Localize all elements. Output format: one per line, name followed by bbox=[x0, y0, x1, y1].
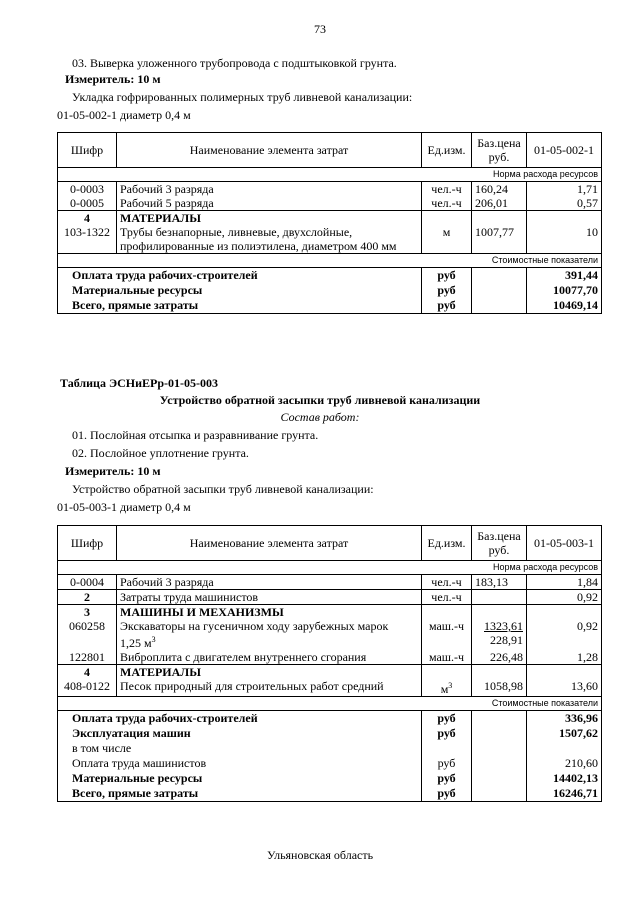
footer-region: Ульяновская область bbox=[266, 848, 374, 862]
table-row: 103-1322 Трубы безнапорные, ливневые, двухслойные, профилированные из полиэтилена, диаметром 400 мм м 1007,77 10 bbox=[58, 225, 602, 254]
resource-table-2 bbox=[57, 525, 602, 802]
total-row: Эксплуатация машин руб 1507,62 bbox=[58, 726, 602, 741]
total-row: в том числе bbox=[58, 741, 602, 756]
header-unit: Ед.изм. bbox=[422, 526, 472, 561]
group-row: 4 МАТЕРИАЛЫ bbox=[58, 665, 602, 680]
table-row: 122801 Виброплита с двигателем внутреннего сгорания маш.-ч 226,48 1,28 bbox=[58, 650, 602, 665]
cost-label: Стоимостные показатели bbox=[58, 697, 602, 711]
code-line: 01-05-002-1 диаметр 0,4 м bbox=[57, 108, 191, 122]
total-row: Оплата труда рабочих-строителей руб 336,96 bbox=[58, 711, 602, 727]
page-number: 73 bbox=[314, 22, 326, 36]
group-row: 3 МАШИНЫ И МЕХАНИЗМЫ bbox=[58, 605, 602, 620]
work-item: 01. Послойная отсыпка и разравнивание грунта. bbox=[72, 428, 319, 442]
header-name: Наименование элемента затрат bbox=[117, 526, 422, 561]
header-norm-code: 01-05-003-1 bbox=[527, 526, 602, 561]
section-heading: Устройство обратной засыпки труб ливневой канализации bbox=[159, 393, 481, 407]
total-row: Материальные ресурсы руб 10077,70 bbox=[58, 283, 602, 298]
header-norm-code: 01-05-002-1 bbox=[527, 133, 602, 168]
cost-label: Стоимостные показатели bbox=[58, 254, 602, 268]
table-row: 0-0003 Рабочий 3 разряда чел.-ч 160,24 1,71 bbox=[58, 182, 602, 197]
table-row: 060258 Экскаваторы на гусеничном ходу зарубежных марок 1,25 $м^3$ маш.-ч 1323,61 228,91 0,92 bbox=[58, 619, 602, 650]
table-row: 2 Затраты труда машинистов чел.-ч 0,92 bbox=[58, 590, 602, 605]
composition-label: Состав работ: bbox=[280, 410, 360, 424]
section-title: Укладка гофрированных полимерных труб ливневой канализации: bbox=[72, 90, 413, 104]
header-unit: Ед.изм. bbox=[422, 133, 472, 168]
header-code: Шифр bbox=[58, 526, 117, 561]
group-row: 4 МАТЕРИАЛЫ bbox=[58, 211, 602, 226]
work-item: 02. Послойное уплотнение грунта. bbox=[72, 446, 249, 460]
total-row: Всего, прямые затраты руб 10469,14 bbox=[58, 298, 602, 314]
measure-label: Измеритель: 10 м bbox=[65, 72, 161, 86]
resource-table-1 bbox=[57, 132, 602, 314]
table-title: Таблица ЭСНиЕРр-01-05-003 bbox=[60, 376, 219, 390]
table-row: 0-0004 Рабочий 3 разряда чел.-ч 183,13 1,84 bbox=[58, 575, 602, 590]
measure-label: Измеритель: 10 м bbox=[65, 464, 161, 478]
total-row: Материальные ресурсы руб 14402,13 bbox=[58, 771, 602, 786]
total-row: Оплата труда рабочих-строителей руб 391,44 bbox=[58, 268, 602, 284]
norm-label: Норма расхода ресурсов bbox=[58, 561, 602, 575]
header-price: Баз.цена руб. bbox=[472, 526, 527, 561]
section-title: Устройство обратной засыпки труб ливневой канализации: bbox=[72, 482, 374, 496]
code-line: 01-05-003-1 диаметр 0,4 м bbox=[57, 500, 191, 514]
header-price: Баз.цена руб. bbox=[472, 133, 527, 168]
table-row: 408-0122 Песок природный для строительных работ средний $м^3$ 1058,98 13,60 bbox=[58, 679, 602, 697]
table-row: 0-0005 Рабочий 5 разряда чел.-ч 206,01 0,57 bbox=[58, 196, 602, 211]
total-row: Оплата труда машинистов руб 210,60 bbox=[58, 756, 602, 771]
header-name: Наименование элемента затрат bbox=[117, 133, 422, 168]
norm-label: Норма расхода ресурсов bbox=[58, 168, 602, 182]
header-code: Шифр bbox=[58, 133, 117, 168]
total-row: Всего, прямые затраты руб 16246,71 bbox=[58, 786, 602, 802]
work-item: 03. Выверка уложенного трубопровода с подштыковкой грунта. bbox=[72, 56, 397, 70]
